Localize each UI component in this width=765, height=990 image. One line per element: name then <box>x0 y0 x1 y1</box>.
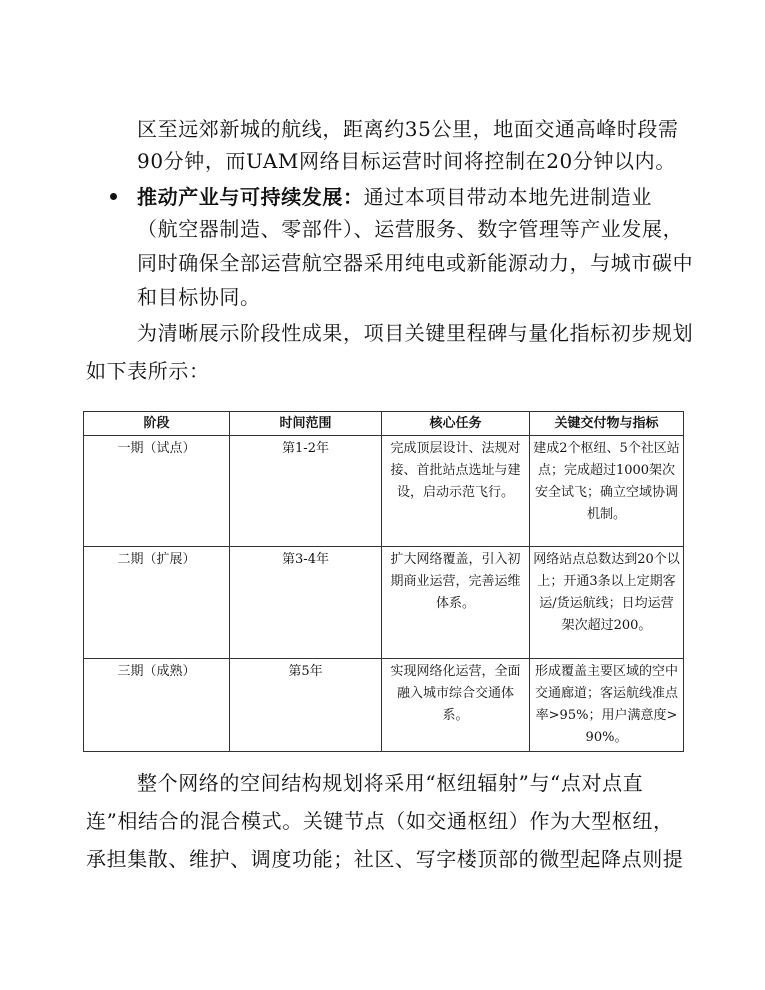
cell-core-task: 实现网络化运营，全面融入城市综合交通体系。 <box>382 659 530 752</box>
table-row <box>84 659 684 752</box>
continuation-line-1: 区至远郊新城的航线，距离约35公里，地面交通高峰时段需 <box>137 117 679 141</box>
milestone-table <box>83 411 684 752</box>
intro-line-2: 如下表所示： <box>86 359 210 383</box>
table-row <box>84 547 684 659</box>
bullet-title: 推动产业与可持续发展： <box>137 185 364 209</box>
table-header-row <box>84 412 684 436</box>
bullet-line-3: 同时确保全部运营航空器采用纯电或新能源动力，与城市碳中 <box>137 251 694 275</box>
cell-timeframe: 第3-4年 <box>230 547 382 659</box>
header-timeframe: 时间范围 <box>230 412 382 436</box>
bullet-icon <box>110 193 117 200</box>
header-stage: 阶段 <box>84 412 230 436</box>
intro-line-1: 为清晰展示阶段性成果，项目关键里程碑与量化指标初步规划 <box>137 321 694 345</box>
header-core-tasks: 核心任务 <box>382 412 530 436</box>
cell-timeframe: 第5年 <box>230 659 382 752</box>
bullet-text: 通过本项目带动本地先进制造业 <box>363 185 653 209</box>
cell-deliverable: 网络站点总数达到20个以上；开通3条以上定期客运/货运航线；日均运营架次超过200。 <box>530 547 684 659</box>
closing-line-2: 连”相结合的混合模式。关键节点（如交通枢纽）作为大型枢纽， <box>86 809 674 833</box>
cell-deliverable: 形成覆盖主要区域的空中交通廊道；客运航线准点率>95%；用户满意度>90%。 <box>530 659 684 752</box>
cell-core-task: 完成顶层设计、法规对接、首批站点选址与建设，启动示范飞行。 <box>382 436 530 547</box>
bullet-line-4: 和目标协同。 <box>137 285 261 309</box>
continuation-line-2: 90分钟，而UAM网络目标运营时间将控制在20分钟以内。 <box>137 149 676 173</box>
bullet-line-1 <box>137 184 652 210</box>
cell-stage: 一期（试点） <box>84 436 230 547</box>
closing-line-1: 整个网络的空间结构规划将采用“枢纽辐射”与“点对点直 <box>137 771 644 795</box>
cell-stage: 二期（扩展） <box>84 547 230 659</box>
table-row <box>84 436 684 547</box>
cell-core-task: 扩大网络覆盖，引入初期商业运营，完善运维体系。 <box>382 547 530 659</box>
cell-stage: 三期（成熟） <box>84 659 230 752</box>
closing-line-3: 承担集散、维护、调度功能；社区、写字楼顶部的微型起降点则提 <box>86 847 684 871</box>
cell-deliverable: 建成2个枢纽、5个社区站点；完成超过1000架次安全试飞；确立空域协调机制。 <box>530 436 684 547</box>
header-deliverables: 关键交付物与指标 <box>530 412 684 436</box>
bullet-line-2: （航空器制造、零部件）、运营服务、数字管理等产业发展， <box>137 217 684 241</box>
cell-timeframe: 第1-2年 <box>230 436 382 547</box>
